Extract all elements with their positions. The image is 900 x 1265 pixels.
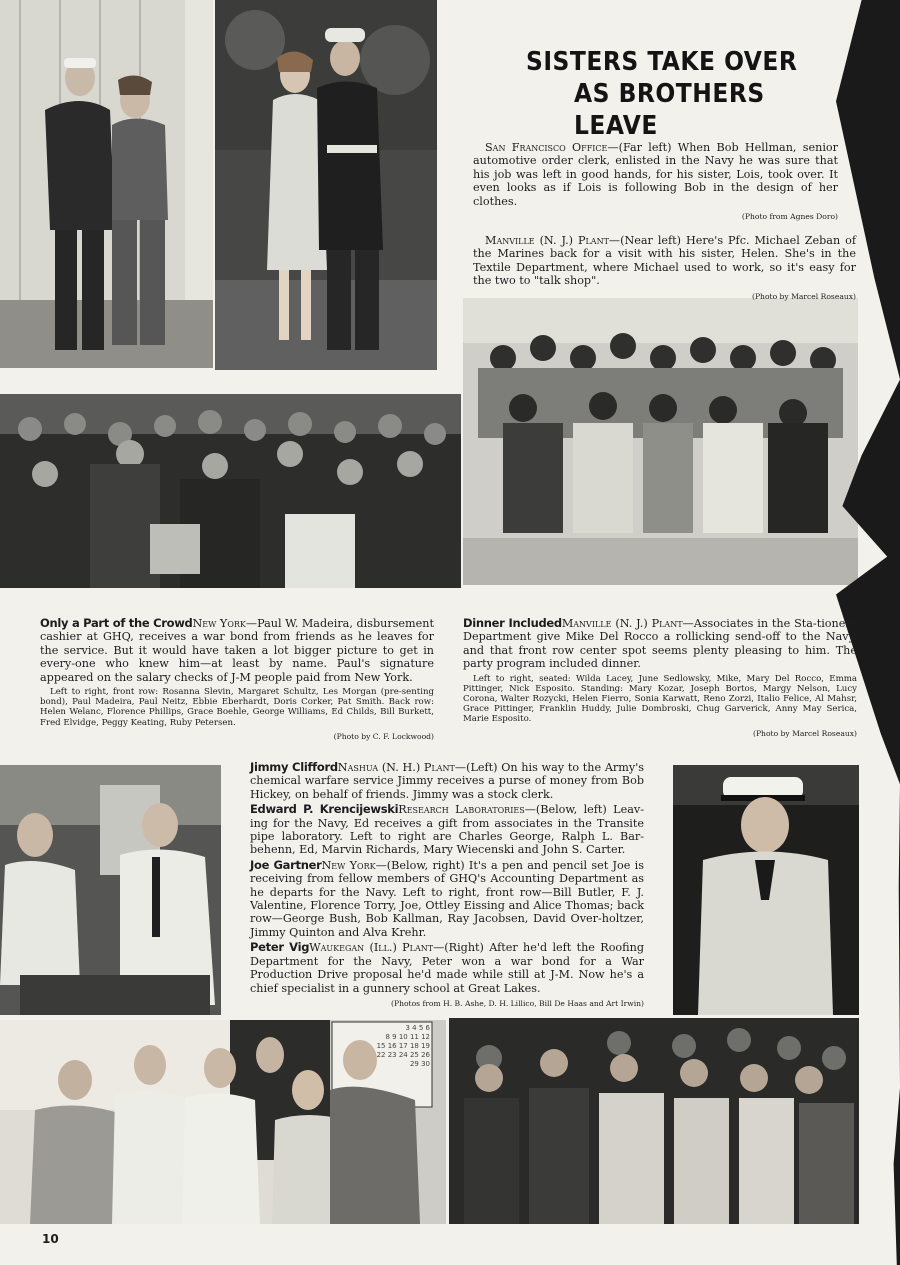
- middle-column-credit: (Photos from H. B. Ashe, D. H. Lillico, Bill De Haas and Art Irwin): [391, 998, 644, 1008]
- article-dinner-text: —Associates in the Sta-tionery Department give Mike Del Rocco a rollicking send-off to the Navy, and that front row center spot seems plenty pleasing to him. The party program included dinner.: [463, 617, 858, 671]
- article-manville-sister: [473, 234, 856, 303]
- article-crowd: [40, 617, 434, 743]
- photo-sailor-and-sister: [0, 0, 213, 368]
- article-sf-credit: (Photo from Agnes Doro): [741, 212, 838, 222]
- article-clifford-text: —(Left) On his way to the Army's chemical warfare service Jimmy receives a purse of money from Bob Hickey, on behalf of friends. Jimmy was a stock clerk.: [250, 761, 645, 801]
- article-dinner-kicker: Dinner Included: [463, 616, 562, 630]
- article-vig-place: Waukegan (Ill.) Plant: [309, 941, 434, 955]
- article-krencijewski-place: Research Laboratories: [398, 803, 525, 817]
- photo-crowd-new-york: [0, 394, 461, 588]
- article-vig-kicker: Peter Vig: [250, 940, 310, 955]
- article-krencijewski-kicker: Edward P. Krencijewski: [250, 802, 399, 817]
- article-sf-text: —(Far left) When Bob Hellman, senior automotive order clerk, enlisted in the Navy he was sure that his job was left in good hands, for his sister, Lois, took over. It even looks as if Lois is following Bob in the design of her clothes.: [473, 141, 838, 208]
- article-clifford-place: Nashua (N. H.) Plant: [337, 761, 455, 774]
- article-manville-sister-text: —(Near left) Here's Pfc. Michael Zeban of the Marines back for a visit with his sister, Helen. She's in the Textile Department, where Michael used to work, so it's easy for the two to "talk shop".: [473, 234, 856, 288]
- article-crowd-credit: (Photo by C. F. Lockwood): [333, 731, 434, 741]
- photo-dinner-group-manville: [463, 298, 858, 585]
- headline-line-1: SISTERS TAKE OVER: [526, 47, 798, 77]
- headline: [470, 46, 830, 142]
- photo-peter-vig-portrait: [673, 765, 859, 1015]
- article-crowd-place: New York: [192, 617, 246, 630]
- article-dinner-credit: (Photo by Marcel Roseaux): [752, 728, 857, 738]
- article-krencijewski-text: —(Below, left) Leav-ing for the Navy, Ed receives a gift from associates in the Transite pipe laboratory. Left to right are Charles George, Ralph L. Bar-behenn, Ed, Marvin Richards, Mary Wiecenski and John S. Carter.: [250, 803, 644, 857]
- photo-marine-and-sister: [215, 0, 437, 370]
- middle-column: [250, 761, 644, 1010]
- article-crowd-kicker: Only a Part of the Crowd: [40, 616, 193, 630]
- article-dinner: [463, 617, 857, 740]
- article-crowd-text: —Paul W. Madeira, disbursement cashier at GHQ, receives a war bond from friends as he leaves for the service. But it would have taken a lot bigger picture to get in every-one who knew him—at least by name. Paul's signature appeared on the salary checks of J-M people paid from New York.: [40, 617, 434, 684]
- article-san-francisco: [473, 141, 838, 223]
- article-dinner-caption: Left to right, seated: Wilda Lacey, June Sedlowsky, Mike, Mary Del Rocco, Emma Pittinger, Nick Esposito. Standing: Mary Kozar, Joseph Bortos, Margy Nelson, Lucy Corona, Walter Rozycki, Helen Fierro, Sonia Karwatt, Reno Zorzi, Italio Felice, Al Mahsr, Grace Pittinger, Franklin Huddy, Julie Dombroski, Chug Garverick, Anny May Serica, Marie Esposito.: [463, 673, 857, 725]
- article-clifford-kicker: Jimmy Clifford: [250, 760, 338, 774]
- article-manville-sister-credit: (Photo by Marcel Roseaux): [751, 291, 856, 301]
- article-dinner-place: Manville (N. J.) Plant: [561, 617, 683, 630]
- calendar-row: 8 9 10 11 12: [385, 1033, 430, 1041]
- photo-accounting-group: [449, 1018, 859, 1224]
- article-sf-place: San Francisco Office: [485, 141, 608, 154]
- article-manville-sister-place: Manville (N. J.) Plant: [485, 234, 609, 247]
- article-vig-text: —(Right) After he'd left the Roofing Department for the Navy, Peter won a war bond for a War Production Drive proposal he'd made while still at J-M. Now he's a chief specialist in a gunnery school at Great Lakes.: [250, 941, 644, 995]
- calendar-row: 29 30: [409, 1060, 430, 1068]
- calendar-row: 3 4 5 6: [405, 1024, 430, 1032]
- calendar-row: 22 23 24 25 26: [376, 1051, 430, 1059]
- article-gartner-place: New York: [321, 858, 376, 872]
- photo-jimmy-clifford-handshake: [0, 765, 221, 1015]
- article-crowd-caption: Left to right, front row: Rosanna Slevin, Margaret Schultz, Les Morgan (pre-senting bond), Paul Madeira, Paul Neitz, Ebbie Eberhardt, Doris Corker, Pat Smith. Back row: Helen Welanc, Florence Phillips, Grace Boehle, George Williams, Ed Childs, Bill Burkett, Fred Elvidge, Peggy Keating, Ruby Petersen.: [40, 687, 434, 728]
- article-gartner-text: —(Below, right) It's a pen and pencil set Joe is receiving from fellow members of GHQ's Accounting Department as he departs for the Navy. Left to right, front row—Bill Butler, F. J. Valentine, Florence Torry, Joe, Ottley Eissing and Alice Thomas; back row—George Bush, Bob Kallman, Ray Jacobsen, David Over-holtzer, Jimmy Quinton and Alva Krehr.: [250, 858, 644, 939]
- headline-line-2: AS BROTHERS LEAVE: [574, 79, 765, 141]
- wall-calendar: [352, 1024, 430, 1069]
- article-gartner-kicker: Joe Gartner: [250, 857, 322, 872]
- page-number: 10: [42, 1232, 59, 1246]
- calendar-row: 15 16 17 18 19: [376, 1042, 430, 1050]
